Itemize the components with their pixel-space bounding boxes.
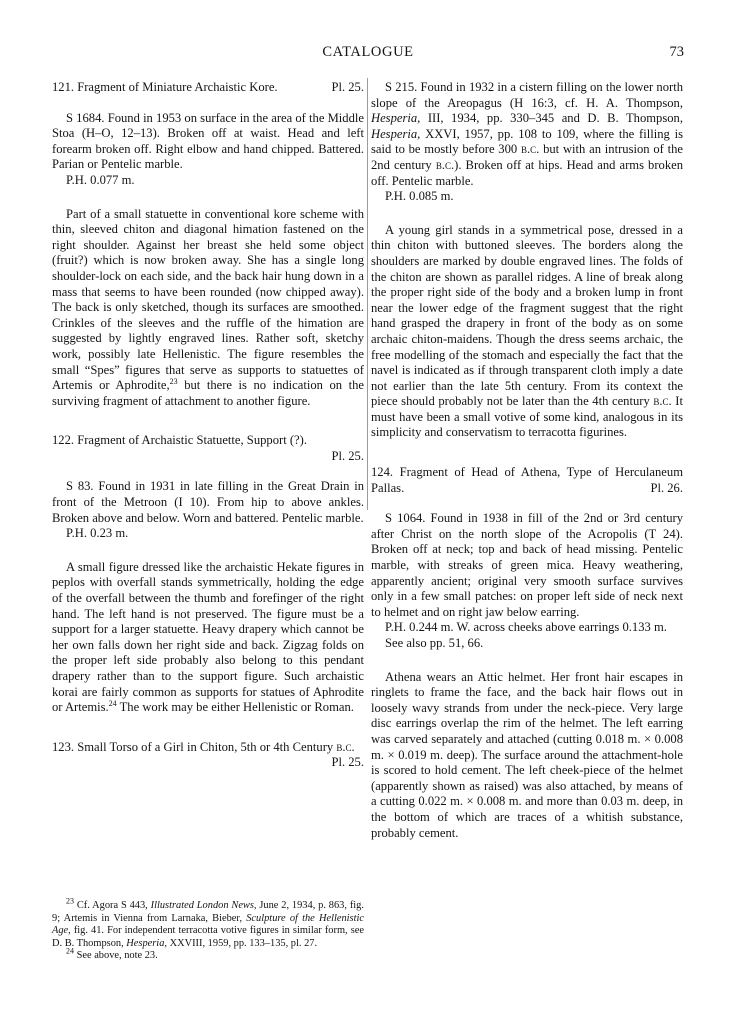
entry-122-title <box>52 433 364 464</box>
entry-123-measure: P.H. 0.085 m. <box>385 189 454 204</box>
entry-123-title-text: 123. Small Torso of a Girl in Chiton, 5th or 4th Century <box>52 739 334 754</box>
entry-121-title <box>52 80 364 96</box>
entry-123-description-b: It must have been a small votive of some kind, analogous in its simplicity and conservatism to terracotta figurines. <box>371 394 683 440</box>
entry-123-catalog <box>371 80 683 189</box>
footnote-24-number: 24 <box>66 946 74 956</box>
entry-124-catalog: S 1064. Found in 1938 in fill of the 2nd or 3rd century after Christ on the north slope of the Acropolis (T 24). Broken off at neck; top and back of head missing. Pentelic marble, with streaks of green mica. Heavy weathering, apparently ancient; original very smooth surface survives only in a few small patches: on proper left side of neck next to helmet and on right jaw below earring. <box>371 511 683 619</box>
footnote-23-citation-1: Illustrated London News <box>150 900 254 911</box>
footnote-ref-24[interactable]: 24 <box>108 699 117 708</box>
footnote-ref-23[interactable]: 23 <box>169 376 178 386</box>
entry-124-title <box>371 465 683 496</box>
entry-121-description-text: Part of a small statuette in conventional kore scheme with thin, sleeved chiton and diagonal himation fastened on the right shoulder. Against her breast she held some object (fruit?) which is now broken away. She has a single long shoulder-lock on each side, and the back hair hung down in a mass that seems to have been rounded (now chipped away). The back is only sketched, though its surfaces are smoothed. Crinkles of the sleeves and the ruffle of the himation are suggested by lightly engraved lines. Rather soft, sketchy work, possibly late Hellenistic. The figure resembles the small “Spes” figures that serve as supports to statuettes of Artemis or Aphrodite, <box>52 206 364 393</box>
entry-123-citation-1: Hesperia <box>371 111 418 126</box>
page-header <box>52 44 684 66</box>
entry-123-catalog-f: but with an intrusion of the 2nd century <box>371 142 683 172</box>
entry-122-plate: Pl. 25. <box>331 448 364 463</box>
entry-124-measure: P.H. 0.244 m. W. across cheeks above earrings 0.133 m. <box>385 620 667 635</box>
column-divider <box>367 78 368 510</box>
entry-124-plate: Pl. 26. <box>650 480 683 495</box>
right-column <box>371 80 683 841</box>
entry-123-catalog-g: ). Broken off at hips. Head and arms broken off. Pentelic marble. <box>371 157 684 188</box>
entry-121-catalog: S 1684. Found in 1953 on surface in the area of the Middle Stoa (H–O, 12–13). Broken off at waist. Head and left forearm broken off. Right elbow and hand chipped. Battered. Parian or Pentelic marble. <box>52 110 364 172</box>
entry-121-description-end: but there is no indication on the surviving fragment of attachment to another figure. <box>52 378 364 408</box>
footnote-23 <box>52 896 364 950</box>
entry-122-measure: P.H. 0.23 m. <box>66 526 129 541</box>
entry-122-description-text: A small figure dressed like the archaistic Hekate figures in peplos with overfall stands symmetrically, holding the edge of the overfall between the thumb and forefinger of the right hand. The left hand is not preserved. The figure must be a support for a larger statuette. Heavy drapery which cannot be her own falls down her right side and back. Zigzag folds on the proper left side probably also belong to this pendant drapery rather than to the support figure. Such archaistic korai are fairly common as supports for statues of Aphrodite or Artemis. <box>52 559 364 715</box>
entry-123-catalog-c: , III, 1934, pp. 330–345 and D. B. Thompson, <box>417 111 683 126</box>
entry-123-era-1: b.c. <box>520 142 540 157</box>
footnote-23-citation-3: Hesperia <box>126 937 165 949</box>
footnote-23-text-c: , June 2, 1934, p. 863, fig. 9; Artemis in Vienna from Larnaka, Bieber, <box>52 900 364 924</box>
entry-122-description <box>52 560 364 716</box>
entry-123-catalog-a: S 215. Found in 1932 in a cistern filling on the lower north slope of the Areopagus (H 16:3, cf. H. A. Thompson, <box>371 80 683 110</box>
entry-123-era-2: b.c. <box>435 157 455 172</box>
entry-121-description <box>52 207 364 410</box>
entry-123-era-3: b.c. <box>653 394 672 409</box>
footnote-23-text-a: Cf. Agora S 443, <box>74 900 151 911</box>
entry-122-description-end: The work may be either Hellenistic or Roman. <box>116 700 354 715</box>
entry-123-title <box>52 739 364 770</box>
footnote-23-text-g: , XXVIII, 1959, pp. 133–135, pl. 27. <box>164 937 318 949</box>
entry-123-citation-2: Hesperia <box>371 126 418 141</box>
entry-123-description-a: A young girl stands in a symmetrical pose, dressed in a thin chiton with buttoned sleeves. The borders along the shoulders are marked by double engraved lines. The folds of the chiton are shown as parallel ridges. A line of break along the proper right side of the body and a broken lump in front near the lower edge of the fragment suggest that the right hand grasped the drapery in front of the body as on some archaic chiton-maidens. Though the dress seems archaic, the free modelling of the stomach and especially the fact that the navel is indicated as if through transparent cloth imply a date not earlier than the late 5th century. From its context the piece should probably not be later than the 4th century <box>371 222 683 409</box>
footnotes <box>52 896 364 963</box>
running-title: CATALOGUE <box>322 44 414 60</box>
footnote-24 <box>52 946 364 963</box>
footnote-23-number: 23 <box>66 896 74 906</box>
entry-124-see-also: See also pp. 51, 66. <box>385 636 484 650</box>
entry-123-description <box>371 223 683 441</box>
footnote-23-text-e: , fig. 41. For independent terracotta votive figures in similar form, see D. B. Thompson, <box>52 925 364 949</box>
entry-121-plate: Pl. 25. <box>331 80 364 94</box>
entry-124-description: Athena wears an Attic helmet. Her front hair escapes in ringlets to frame the face, and the back hair flows out in loosely wavy strands from under the neck-piece. Very large disc earrings overlap the rim of the helmet. The left earring was carved separately and attached (cutting 0.018 m. × 0.008 m. × 0.019 m. deep). The surface around the attachment-hole is scored to hold cement. The left cheek-piece of the helmet (apparently shown as raised) was also attached, by means of a cutting 0.022 m. × 0.008 m. and more than 0.03 m. deep, in the bottom of which are traces of a whitish substance, probably cement. <box>371 669 683 840</box>
page-number: 73 <box>669 44 684 60</box>
entry-122-catalog: S 83. Found in 1931 in late filling in the Great Drain in front of the Metroon (I 10). From hip to above ankles. Broken above and below. Worn and battered. Pentelic marble. <box>52 479 364 525</box>
entry-123-catalog-e: , XXVI, 1957, pp. 108 to 109, where the filling is said to be mostly before 300 <box>371 126 683 157</box>
entry-121-title-text: 121. Fragment of Miniature Archaistic Kore. <box>52 80 278 94</box>
left-column <box>52 80 364 771</box>
entry-122-title-text: 122. Fragment of Archaistic Statuette, Support (?). <box>52 433 307 448</box>
footnote-24-text: See above, note 23. <box>74 950 158 962</box>
entry-121-measure: P.H. 0.077 m. <box>66 172 135 187</box>
footnote-23-citation-2: Sculpture of the Hellenistic Age <box>52 912 364 937</box>
entry-123-title-era: b.c. <box>336 739 355 754</box>
entry-123-plate: Pl. 25. <box>331 755 364 770</box>
entry-124-title-text: 124. Fragment of Head of Athena, Type of Herculaneum Pallas. <box>371 465 683 495</box>
